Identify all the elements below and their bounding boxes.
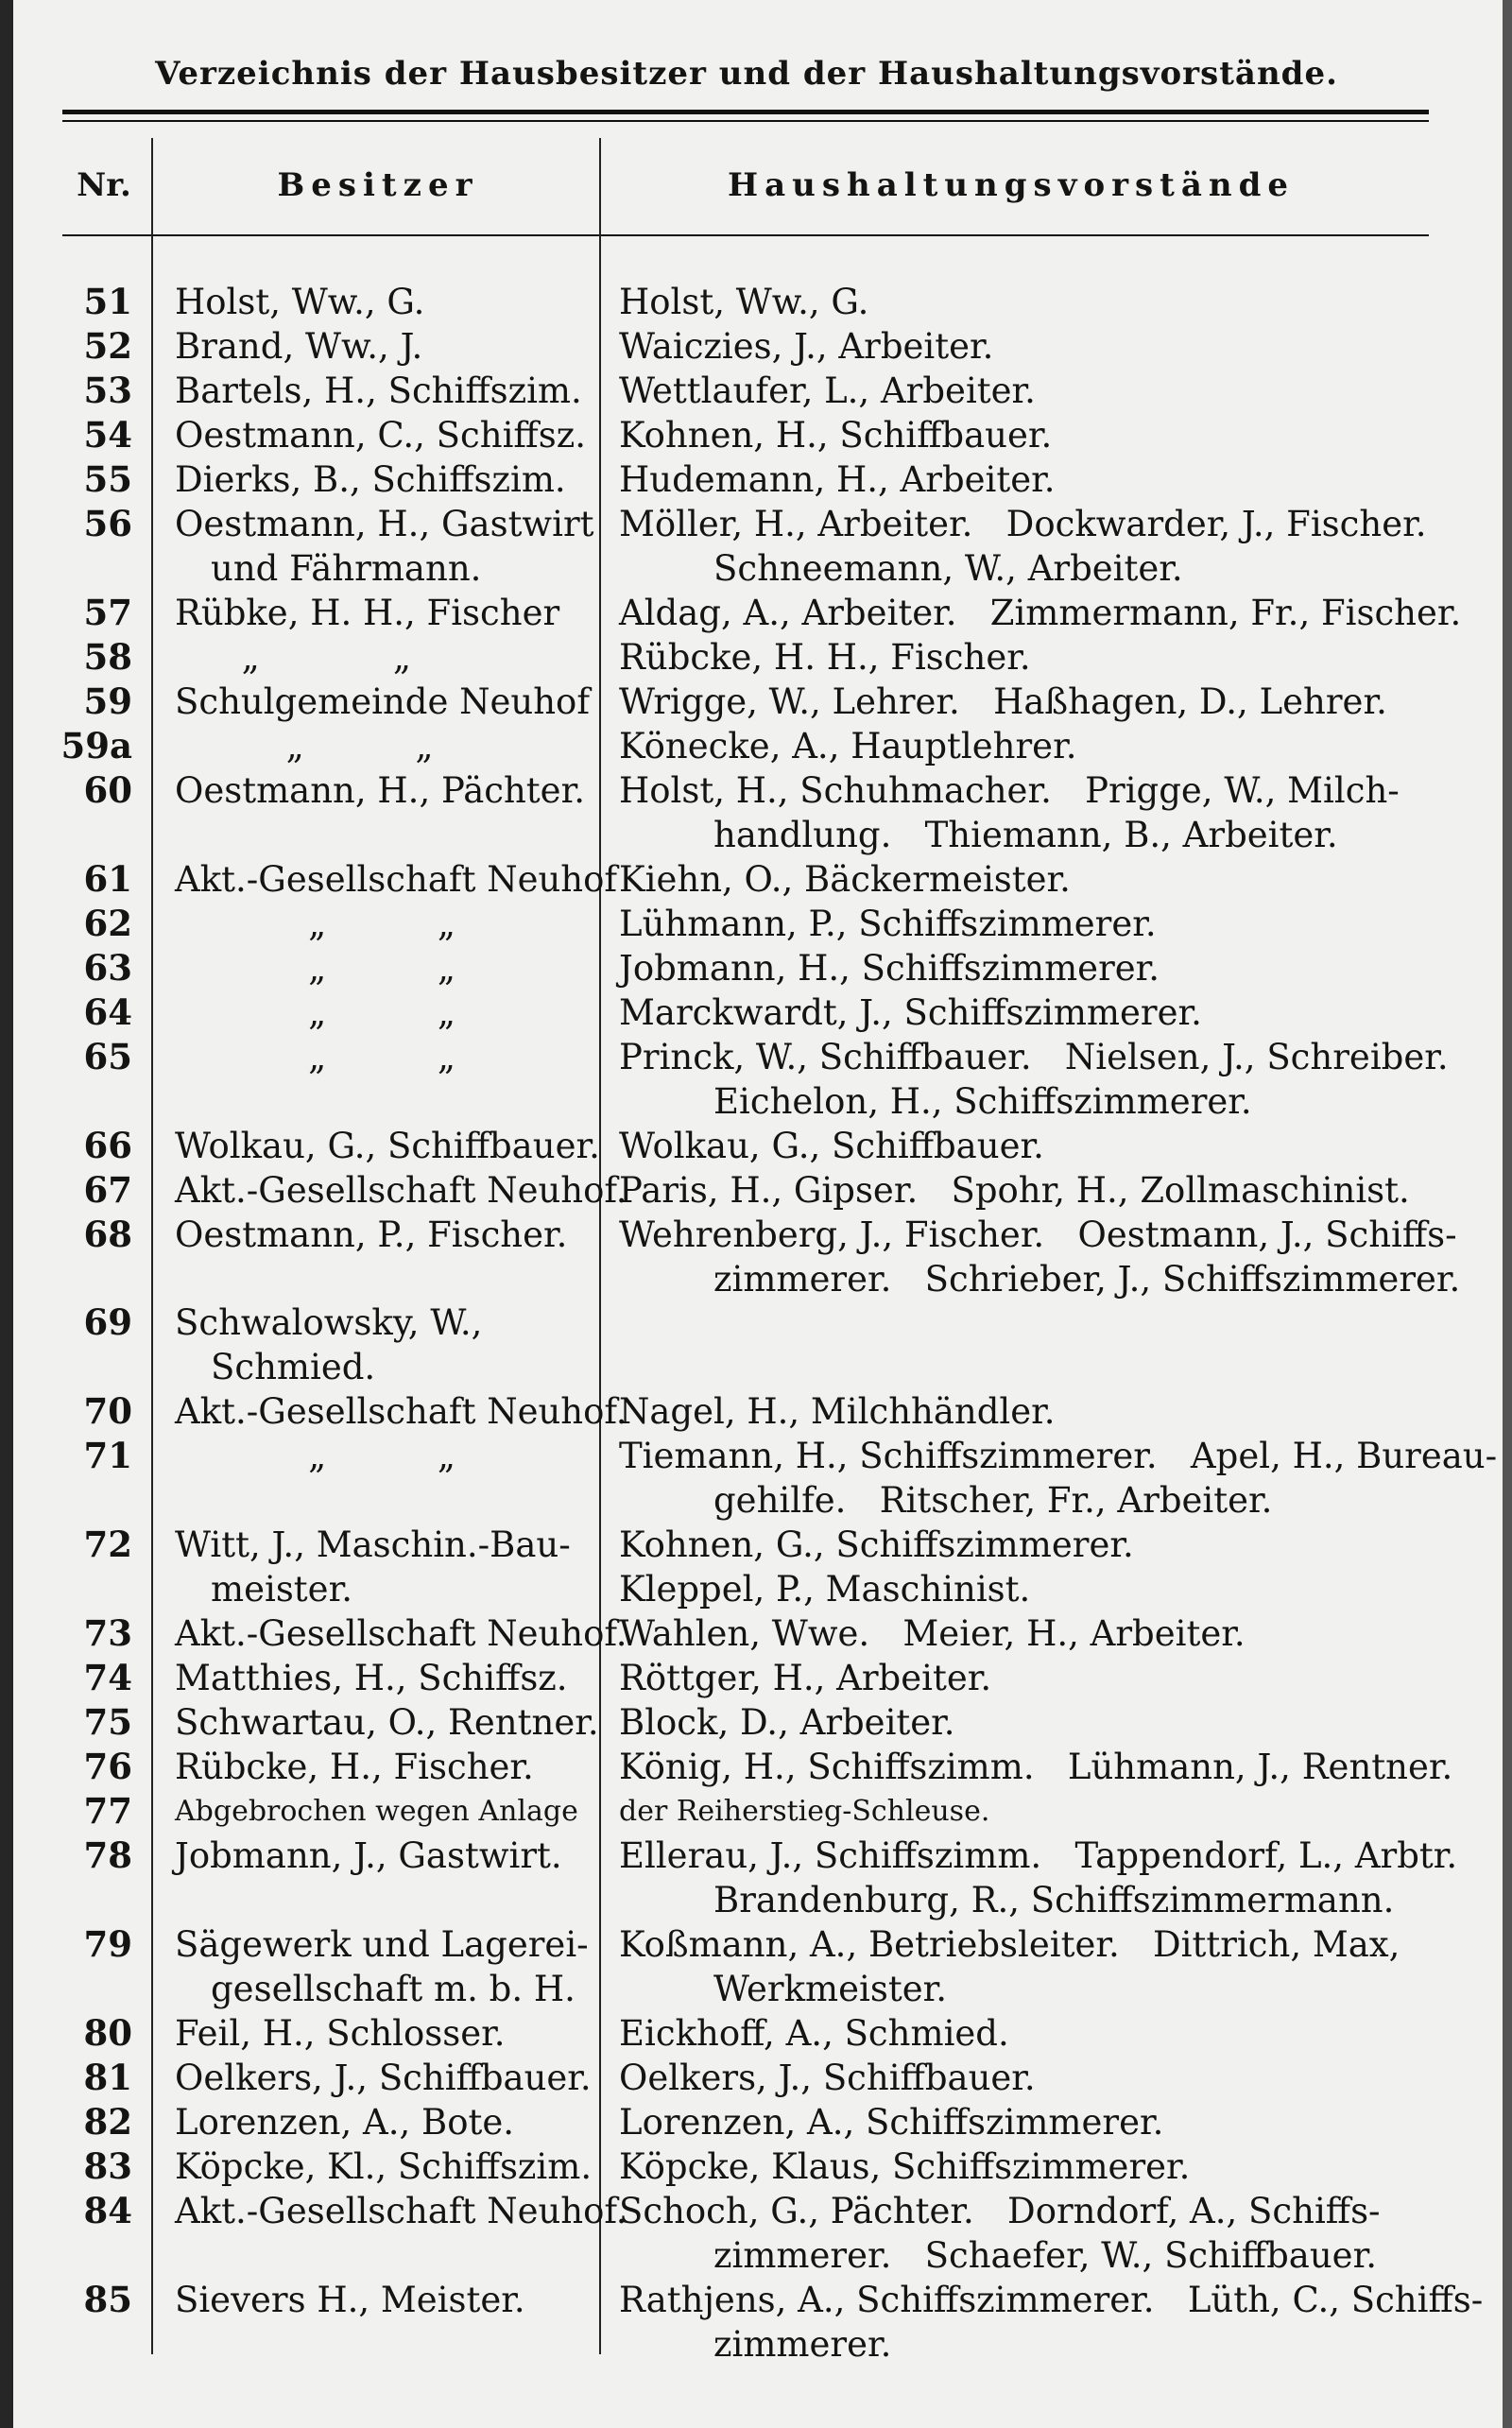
households-cell (619, 1922, 1469, 2011)
row-number: 75 (83, 1701, 132, 1743)
row-number: 72 (83, 1524, 132, 1565)
owner-cell (175, 1213, 600, 1257)
row-number: 51 (83, 281, 132, 322)
owner-cell (175, 2189, 627, 2233)
households-cell (619, 1434, 1498, 1523)
owner-cell (175, 457, 600, 502)
households-cell (619, 2011, 1469, 2056)
row-number: 80 (83, 2012, 132, 2054)
row-number: 53 (83, 370, 132, 411)
household-line: Wehrenberg, J., Fischer. Oestmann, J., Schiffs- (619, 1214, 1457, 1255)
row-number: 68 (83, 1214, 132, 1255)
owner-line: Oestmann, C., Schiffsz. (175, 415, 586, 456)
header-households: Haushaltungsvorstände (727, 166, 1296, 204)
row-number: 56 (83, 503, 132, 544)
households-cell (619, 2189, 1469, 2278)
owner-line: Feil, H., Schlosser. (175, 2013, 506, 2054)
owner-cell (175, 680, 600, 724)
households-cell (619, 724, 1469, 768)
owner-line: Brand, Ww., J. (175, 326, 423, 367)
households-cell (619, 1213, 1469, 1301)
households-cell (619, 2144, 1469, 2189)
households-cell (619, 946, 1469, 990)
households-cell (619, 1124, 1469, 1168)
household-line: Koßmann, A., Betriebsleiter. Dittrich, Max, (619, 1924, 1400, 1965)
owner-cell (175, 2278, 600, 2322)
households-cell (619, 1789, 1469, 1834)
owner-line: Akt.-Gesellschaft Neuhof (175, 859, 618, 900)
owner-cell (175, 324, 600, 369)
households-cell (619, 680, 1469, 724)
household-line: der Reiherstieg-Schleuse. (619, 1795, 990, 1828)
household-line: handlung. Thiemann, B., Arbeiter. (713, 815, 1338, 855)
title-rule-thin (62, 120, 1429, 122)
household-line: Kleppel, P., Maschinist. (619, 1569, 1031, 1610)
row-number: 73 (83, 1612, 132, 1654)
owner-cell (175, 1789, 600, 1834)
row-number: 81 (83, 2057, 132, 2098)
household-line: Oelkers, J., Schiffbauer. (619, 2058, 1036, 2098)
row-number: 78 (83, 1834, 132, 1876)
households-cell (619, 1700, 1469, 1745)
household-line: zimmerer. Schrieber, J., Schiffszimmerer. (713, 1259, 1461, 1300)
owner-line: gesellschaft m. b. H. (211, 1969, 576, 2009)
household-line: Tiemann, H., Schiffszimmerer. Apel, H., Bureau- (619, 1436, 1498, 1476)
owner-cell (175, 1035, 600, 1079)
owner-cell (175, 2056, 600, 2100)
row-number: 82 (83, 2101, 132, 2143)
households-cell (619, 502, 1469, 591)
row-number: 76 (83, 1746, 132, 1787)
households-cell (619, 280, 1469, 324)
owner-line: Witt, J., Maschin.-Bau- (175, 1524, 571, 1565)
households-cell (619, 768, 1469, 857)
households-cell (619, 1656, 1469, 1700)
owner-cell (175, 1300, 600, 1389)
owner-line: meister. (211, 1569, 352, 1610)
row-number: 71 (83, 1435, 132, 1476)
household-line: Kohnen, G., Schiffszimmerer. (619, 1524, 1134, 1565)
household-line: Wettlaufer, L., Arbeiter. (619, 370, 1036, 411)
owner-cell (175, 768, 600, 813)
owner-line: Rübke, H. H., Fischer (175, 593, 560, 633)
owner-line: Akt.-Gesellschaft Neuhof. (175, 1613, 627, 1654)
household-line: Rathjens, A., Schiffszimmerer. Lüth, C., Schiffs- (619, 2280, 1484, 2320)
owner-cell (175, 1434, 600, 1478)
household-line: Brandenburg, R., Schiffszimmermann. (713, 1880, 1395, 1920)
household-line: Wahlen, Wwe. Meier, H., Arbeiter. (619, 1613, 1246, 1654)
owner-line: „ „ (175, 637, 412, 678)
household-line: Holst, H., Schuhmacher. Prigge, W., Milch- (619, 770, 1400, 811)
owner-cell (175, 2100, 600, 2144)
owner-line: Rübcke, H., Fischer. (175, 1747, 534, 1787)
owner-line: Oestmann, H., Pächter. (175, 770, 585, 811)
household-line: Werkmeister. (713, 1969, 947, 2009)
households-cell (619, 1611, 1469, 1656)
row-number: 61 (83, 858, 132, 900)
household-line: gehilfe. Ritscher, Fr., Arbeiter. (713, 1480, 1273, 1521)
row-number: 57 (83, 592, 132, 633)
household-line: Hudemann, H., Arbeiter. (619, 459, 1056, 500)
row-number: 67 (83, 1169, 132, 1211)
row-number: 83 (83, 2145, 132, 2187)
owner-cell (175, 1656, 600, 1700)
household-line: Kiehn, O., Bäckermeister. (619, 859, 1071, 900)
owner-cell (175, 857, 618, 902)
owner-line: „ „ (175, 1436, 456, 1476)
owner-line: „ „ (175, 726, 434, 766)
households-cell (619, 857, 1469, 902)
household-line: Kohnen, H., Schiffbauer. (619, 415, 1053, 456)
owner-line: Oelkers, J., Schiffbauer. (175, 2058, 592, 2098)
household-line: Lühmann, P., Schiffszimmerer. (619, 904, 1157, 944)
households-cell (619, 1389, 1469, 1434)
owner-cell (175, 280, 600, 324)
owner-cell (175, 1168, 627, 1213)
row-number: 60 (83, 769, 132, 811)
owner-line: Köpcke, Kl., Schiffszim. (175, 2146, 593, 2187)
owner-cell (175, 1922, 600, 2011)
owner-line: Bartels, H., Schiffszim. (175, 370, 582, 411)
row-number: 66 (83, 1125, 132, 1166)
household-line: Lorenzen, A., Schiffszimmerer. (619, 2102, 1164, 2143)
households-cell (619, 1523, 1469, 1611)
households-cell (619, 369, 1469, 413)
households-cell (619, 1745, 1469, 1789)
household-line: Nagel, H., Milchhändler. (619, 1391, 1056, 1432)
household-line: Eichelon, H., Schiffszimmerer. (713, 1081, 1252, 1122)
row-number: 55 (83, 458, 132, 500)
owner-cell (175, 635, 600, 680)
household-line: Eickhoff, A., Schmied. (619, 2013, 1009, 2054)
owner-cell (175, 2011, 600, 2056)
households-cell (619, 413, 1469, 457)
owner-line: Schwalowsky, W., (175, 1302, 483, 1343)
header-owner: Besitzer (277, 166, 479, 204)
owner-line: Oestmann, H., Gastwirt (175, 504, 594, 544)
owner-line: Schmied. (211, 1347, 376, 1387)
household-line: Möller, H., Arbeiter. Dockwarder, J., Fischer. (619, 504, 1427, 544)
owner-line: Akt.-Gesellschaft Neuhof. (175, 2191, 627, 2231)
owner-line: und Fährmann. (211, 548, 482, 589)
owner-line: Matthies, H., Schiffsz. (175, 1658, 568, 1698)
owner-line: Akt.-Gesellschaft Neuhof. (175, 1391, 627, 1432)
owner-cell (175, 990, 600, 1035)
household-line: Jobmann, H., Schiffszimmerer. (619, 948, 1160, 989)
page-title: Verzeichnis der Hausbesitzer und der Haushaltungsvorstände. (155, 55, 1338, 93)
household-line: Schoch, G., Pächter. Dorndorf, A., Schiffs- (619, 2191, 1381, 2231)
household-line: Schneemann, W., Arbeiter. (713, 548, 1183, 589)
household-line: Wrigge, W., Lehrer. Haßhagen, D., Lehrer. (619, 681, 1387, 722)
household-line: Aldag, A., Arbeiter. Zimmermann, Fr., Fischer. (619, 593, 1462, 633)
row-number: 77 (83, 1790, 132, 1832)
owner-line: „ „ (175, 992, 456, 1033)
owner-line: Dierks, B., Schiffszim. (175, 459, 566, 500)
owner-cell (175, 591, 600, 635)
households-cell (619, 1834, 1469, 1922)
owner-line: Schwartau, O., Rentner. (175, 1702, 599, 1743)
owner-line: Akt.-Gesellschaft Neuhof. (175, 1170, 627, 1211)
owner-line: Jobmann, J., Gastwirt. (175, 1835, 562, 1876)
row-number: 62 (83, 903, 132, 944)
household-line: Könecke, A., Hauptlehrer. (619, 726, 1077, 766)
row-number: 65 (83, 1036, 132, 1077)
owner-cell (175, 724, 600, 768)
page-edge-left (0, 0, 13, 2428)
households-cell (619, 2100, 1469, 2144)
row-number: 63 (83, 947, 132, 989)
households-cell (619, 324, 1469, 369)
household-line: Paris, H., Gipser. Spohr, H., Zollmaschinist. (619, 1170, 1410, 1211)
row-number: 84 (83, 2190, 132, 2231)
owner-cell (175, 1745, 600, 1789)
households-cell (619, 902, 1469, 946)
row-number: 52 (83, 325, 132, 367)
household-line: Princk, W., Schiffbauer. Nielsen, J., Schreiber. (619, 1037, 1449, 1077)
household-line: Marckwardt, J., Schiffszimmerer. (619, 992, 1202, 1033)
household-line: Rübcke, H. H., Fischer. (619, 637, 1031, 678)
household-line: zimmerer. (713, 2324, 892, 2365)
row-number: 54 (83, 414, 132, 456)
row-number: 64 (83, 991, 132, 1033)
owner-line: Schulgemeinde Neuhof (175, 681, 591, 722)
owner-cell (175, 946, 600, 990)
households-cell (619, 2278, 1484, 2367)
household-line: Köpcke, Klaus, Schiffszimmerer. (619, 2146, 1191, 2187)
households-cell (619, 457, 1469, 502)
owner-cell (175, 1389, 627, 1434)
row-number: 59a (60, 725, 132, 766)
owner-line: Sägewerk und Lagerei- (175, 1924, 589, 1965)
row-number: 74 (83, 1657, 132, 1698)
owner-line: Sievers H., Meister. (175, 2280, 525, 2320)
households-cell (619, 591, 1469, 635)
owner-line: Holst, Ww., G. (175, 282, 425, 322)
household-line: Röttger, H., Arbeiter. (619, 1658, 992, 1698)
owner-line: Abgebrochen wegen Anlage (175, 1795, 578, 1828)
household-line: Waiczies, J., Arbeiter. (619, 326, 994, 367)
page-edge-right (1503, 0, 1512, 2428)
row-number: 59 (83, 680, 132, 722)
owner-line: Wolkau, G., Schiffbauer. (175, 1126, 600, 1166)
household-line: König, H., Schiffszimm. Lühmann, J., Rentner. (619, 1747, 1453, 1787)
owner-cell (175, 1124, 600, 1168)
owner-cell (175, 1523, 600, 1611)
owner-line: Lorenzen, A., Bote. (175, 2102, 514, 2143)
header-nr: Nr. (77, 166, 131, 204)
household-line: Ellerau, J., Schiffszimm. Tappendorf, L., Arbtr. (619, 1835, 1458, 1876)
household-line: Holst, Ww., G. (619, 282, 869, 322)
row-number: 79 (83, 1923, 132, 1965)
owner-line: „ „ (175, 904, 456, 944)
households-cell (619, 990, 1469, 1035)
owner-cell (175, 1700, 600, 1745)
owner-cell (175, 1834, 600, 1878)
households-cell (619, 1035, 1469, 1124)
row-number: 70 (83, 1390, 132, 1432)
owner-cell (175, 502, 600, 591)
owner-cell (175, 413, 600, 457)
title-rule (62, 110, 1429, 114)
households-cell (619, 635, 1469, 680)
owner-cell (175, 1611, 627, 1656)
row-number: 85 (83, 2279, 132, 2320)
column-divider-nr (151, 138, 153, 2354)
owner-cell (175, 369, 600, 413)
household-line: Wolkau, G., Schiffbauer. (619, 1126, 1044, 1166)
owner-line: „ „ (175, 1037, 456, 1077)
owner-cell (175, 902, 600, 946)
row-number: 69 (83, 1301, 132, 1343)
header-rule (62, 234, 1429, 236)
households-cell (619, 2056, 1469, 2100)
row-number: 58 (83, 636, 132, 678)
owner-line: „ „ (175, 948, 456, 989)
household-line: Block, D., Arbeiter. (619, 1702, 955, 1743)
owner-line: Oestmann, P., Fischer. (175, 1214, 568, 1255)
household-line: zimmerer. Schaefer, W., Schiffbauer. (713, 2235, 1377, 2276)
owner-cell (175, 2144, 600, 2189)
households-cell (619, 1168, 1469, 1213)
